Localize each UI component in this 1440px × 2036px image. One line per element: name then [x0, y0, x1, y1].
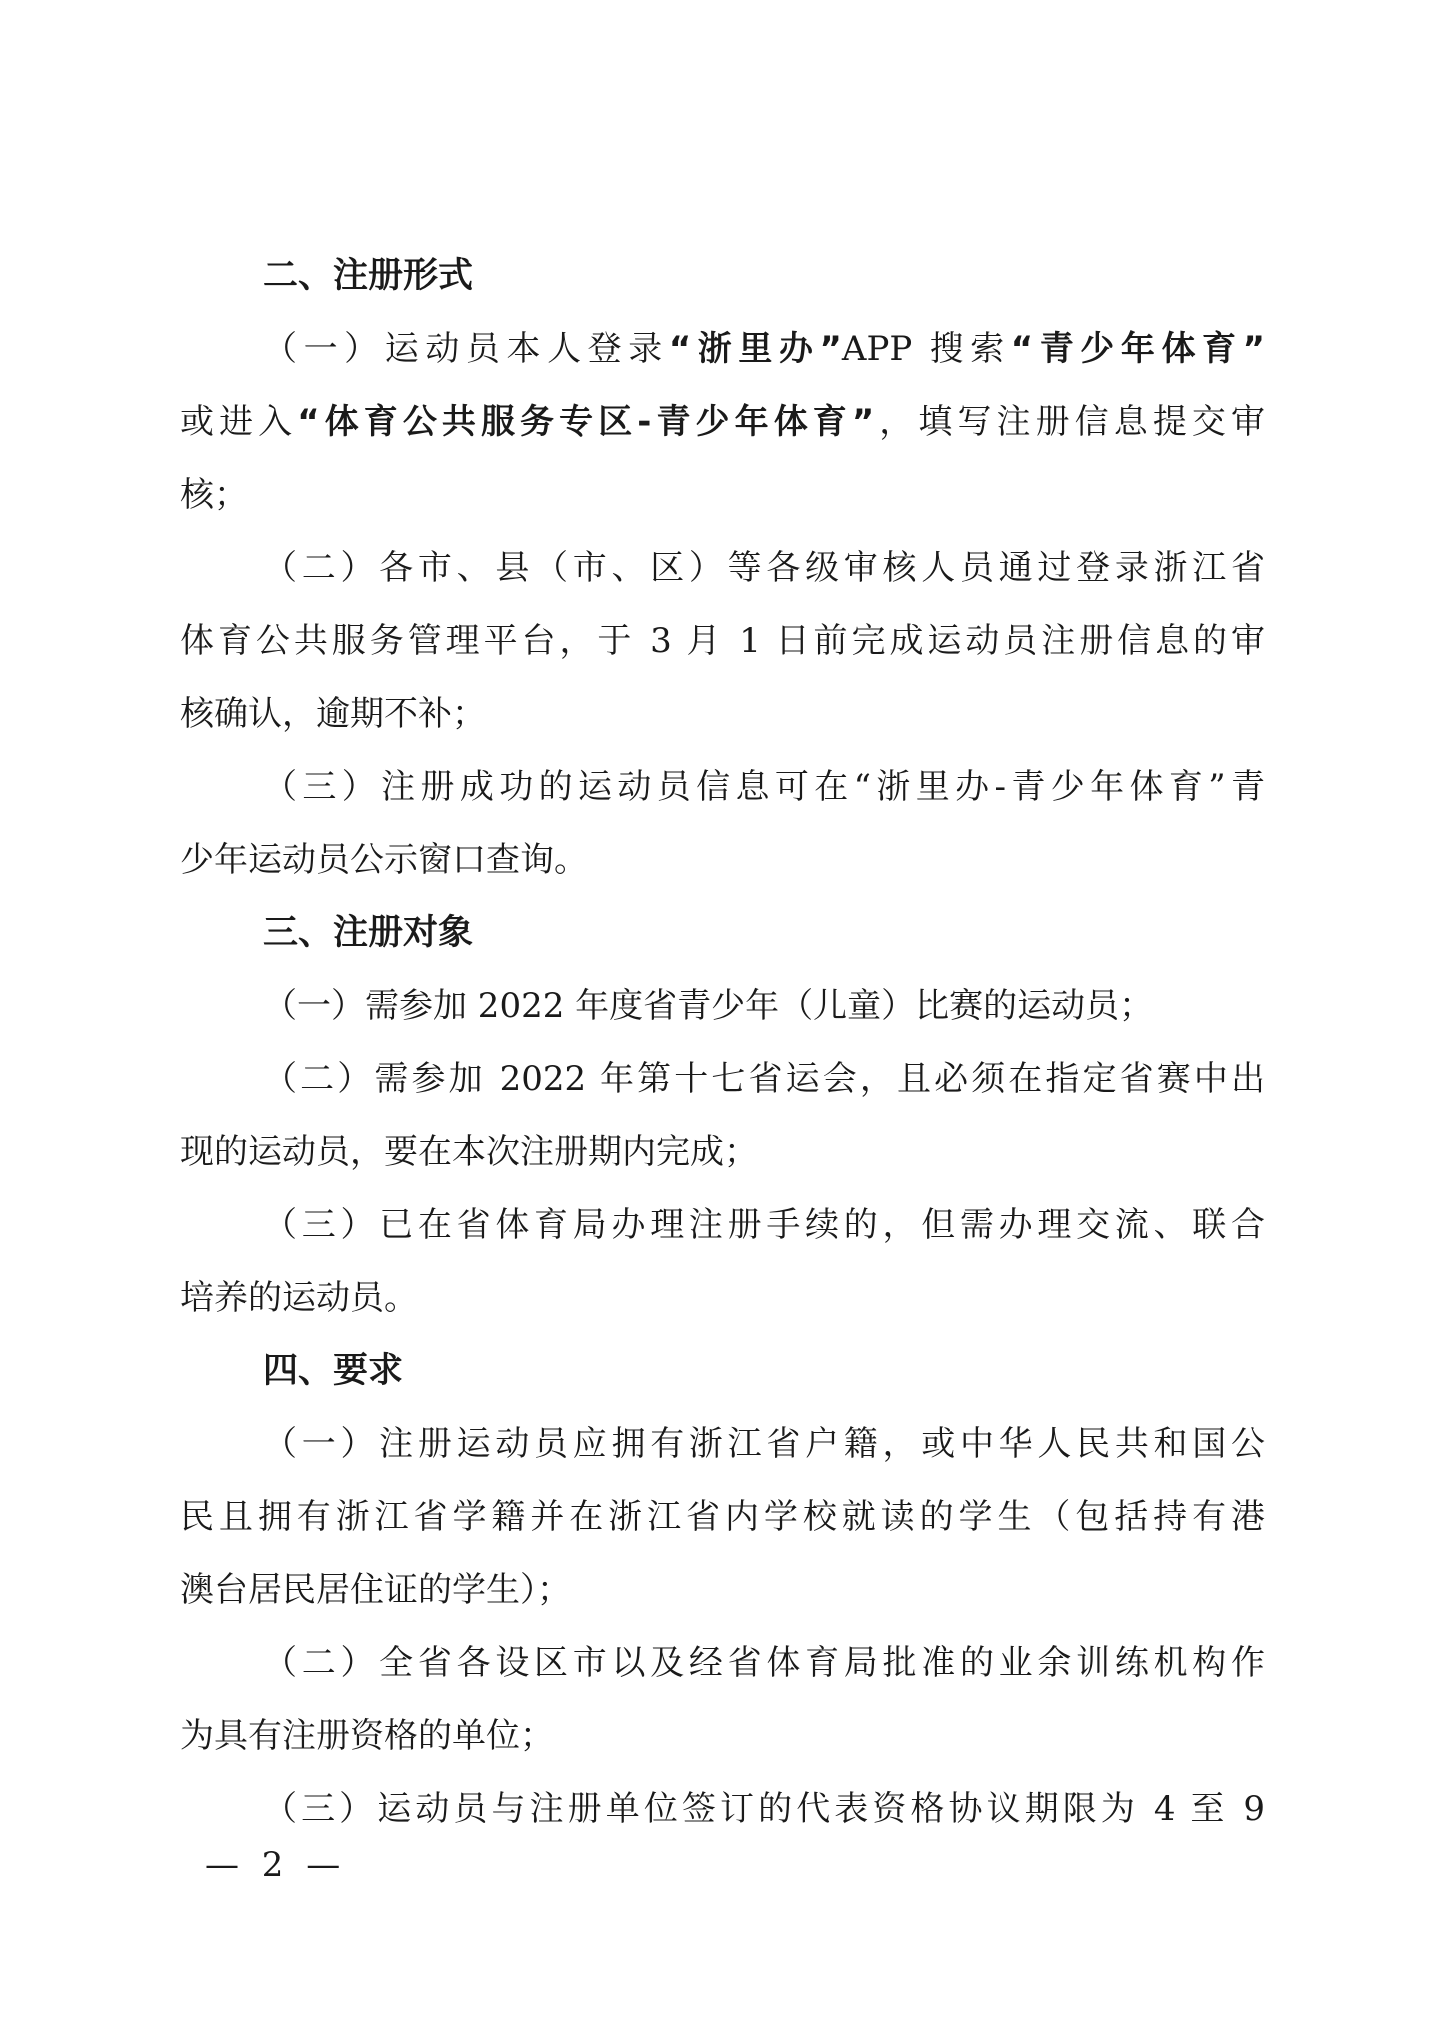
paragraph-line — [180, 313, 1265, 386]
bold-text-run: “体育公共服务专区-青少年体育” — [297, 402, 875, 442]
section-heading-requirements: 四、要求 — [263, 1351, 404, 1391]
bold-text-run: “浙里办” — [668, 329, 842, 369]
text-run: APP 搜索 — [841, 329, 1011, 369]
text-run: ，填写注册信息提交审 — [874, 402, 1265, 442]
text-run: （一）运动员本人登录 — [263, 329, 669, 369]
page-number: — 2 — — [205, 1845, 347, 1885]
paragraph-line: 核确认，逾期不补； — [180, 694, 486, 734]
section-heading-registration-form: 二、注册形式 — [263, 256, 474, 296]
paragraph-line: （二）需参加 2022 年第十七省运会，且必须在指定省赛中出 — [263, 1059, 1265, 1099]
paragraph-line: （三）已在省体育局办理注册手续的，但需办理交流、联合 — [263, 1205, 1265, 1245]
paragraph-line: 澳台居民居住证的学生）； — [180, 1570, 571, 1610]
paragraph-line: （二）全省各设区市以及经省体育局批准的业余训练机构作 — [263, 1643, 1265, 1683]
paragraph-line: 体育公共服务管理平台，于 3 月 1 日前完成运动员注册信息的审 — [180, 621, 1265, 661]
paragraph-line: （二）各市、县（市、区）等各级审核人员通过登录浙江省 — [263, 548, 1265, 588]
paragraph-line: 培养的运动员。 — [180, 1278, 418, 1318]
section-heading-registration-targets: 三、注册对象 — [263, 913, 474, 953]
paragraph-line — [180, 386, 1265, 459]
paragraph-line: （一）需参加 2022 年度省青少年（儿童）比赛的运动员； — [263, 986, 1154, 1026]
bold-text-run: “青少年体育” — [1010, 329, 1265, 369]
paragraph-line: 现的运动员，要在本次注册期内完成； — [180, 1132, 758, 1172]
paragraph-line: （三）运动员与注册单位签订的代表资格协议期限为 4 至 9 — [263, 1789, 1265, 1829]
paragraph-line: 为具有注册资格的单位； — [180, 1716, 554, 1756]
text-run: 或进入 — [180, 402, 298, 442]
paragraph-line: 民且拥有浙江省学籍并在浙江省内学校就读的学生（包括持有港 — [180, 1497, 1265, 1537]
paragraph-line: （一）注册运动员应拥有浙江省户籍，或中华人民共和国公 — [263, 1424, 1265, 1464]
paragraph-line: 少年运动员公示窗口查询。 — [180, 840, 588, 880]
document-body — [180, 240, 1265, 1846]
paragraph-line: 核； — [180, 475, 248, 515]
paragraph-line: （三）注册成功的运动员信息可在“浙里办-青少年体育”青 — [263, 767, 1265, 807]
